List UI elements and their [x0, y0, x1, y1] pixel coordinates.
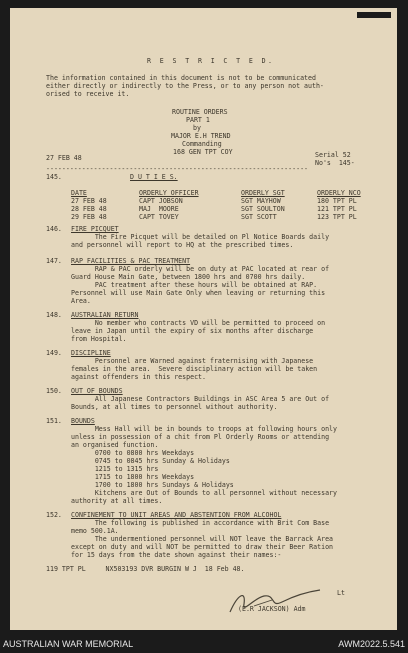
section-150-line-1: All Japanese Contractors Buildings in ASC Area 5 are Out of: [71, 395, 330, 403]
duties-title: D U T I E S.: [130, 173, 178, 181]
restricted-heading: R E S T R I C T E D.: [147, 57, 275, 65]
intro-line-2: either directly or indirectly to the Press, or to any person not auth-: [46, 82, 324, 90]
section-150-title: OUT OF BOUNDS: [71, 387, 123, 395]
routine-by: by: [193, 124, 201, 132]
archive-footer: [0, 636, 408, 653]
duties-row-1-sgt: SGT MAYHOW: [241, 197, 281, 205]
section-148-line-1: No member who contracts VD will be permitted to proceed on: [71, 319, 326, 327]
duties-header-nco: ORDERLY NCO: [317, 189, 361, 197]
duties-row-2-sgt: SGT SOULTON: [241, 205, 285, 213]
order-numbers: No's 145-: [315, 159, 355, 167]
duties-row-2-officer: MAJ MOORE: [139, 205, 179, 213]
section-151-title: BOUNDS: [71, 417, 95, 425]
section-146-title: FIRE PICQUET: [71, 225, 119, 233]
section-146-number: 146.: [46, 225, 62, 233]
signature-name: (E.R JACKSON) Adm: [238, 605, 306, 613]
duties-row-3-officer: CAPT TOVEY: [139, 213, 179, 221]
section-148-line-3: from Hospital.: [71, 335, 127, 343]
section-149-number: 149.: [46, 349, 62, 357]
duties-row-2-date: 28 FEB 48: [71, 205, 107, 213]
routine-unit: 168 GEN TPT COY: [173, 148, 233, 156]
section-151-line-3: an organised function.: [71, 441, 159, 449]
document-page: [10, 8, 397, 630]
section-149-title: DISCIPLINE: [71, 349, 111, 357]
section-147-title: RAP FACILITIES & PAC TREATMENT: [71, 257, 191, 265]
section-149-line-1: Personnel are Warned against fraternising with Japanese: [71, 357, 314, 365]
corner-mark: [357, 12, 391, 18]
section-150-number: 150.: [46, 387, 62, 395]
section-151-number: 151.: [46, 417, 62, 425]
section-151-line-8: 1700 to 1800 hrs Sundays & Holidays: [71, 481, 234, 489]
footer-institution: AUSTRALIAN WAR MEMORIAL: [3, 639, 134, 649]
duties-header-sgt: ORDERLY SGT: [241, 189, 285, 197]
section-147-line-4: Personnel will use Main Gate Only when leaving or returning this: [71, 289, 326, 297]
section-152-line-4: except on duty and will NOT be permitted to draw their Beer Ration: [71, 543, 334, 551]
duties-row-3-nco: 123 TPT PL: [317, 213, 357, 221]
intro-line-3: orised to receive it.: [46, 90, 130, 98]
section-148-title: AUSTRALIAN RETURN: [71, 311, 139, 319]
section-152-line-2: memo 500.1A.: [71, 527, 119, 535]
routine-orders: ROUTINE ORDERS: [172, 108, 228, 116]
signature-rank: Lt: [337, 589, 345, 597]
duties-header-date: DATE: [71, 189, 87, 197]
duties-header-officer: ORDERLY OFFICER: [139, 189, 199, 197]
section-152-line-3: The undermentioned personnel will NOT leave the Barrack Area: [71, 535, 334, 543]
duties-row-1-nco: 180 TPT PL: [317, 197, 357, 205]
intro-line-1: The information contained in this document is not to be communicated: [46, 74, 316, 82]
duties-row-3-sgt: SGT SCOTT: [241, 213, 277, 221]
section-147-line-2: Guard House Main Gate, between 1800 hrs and 0700 hrs daily.: [71, 273, 306, 281]
section-148-number: 148.: [46, 311, 62, 319]
duties-row-1-date: 27 FEB 48: [71, 197, 107, 205]
section-152-line-1: The following is published in accordance with Brit Com Base: [71, 519, 330, 527]
section-152-title: CONFINEMENT TO UNIT AREAS AND ABSTENTION FROM ALCOHOL: [71, 511, 282, 519]
section-151-line-5: 0745 to 0845 hrs Sunday & Holidays: [71, 457, 230, 465]
duties-row-3-date: 29 FEB 48: [71, 213, 107, 221]
section-149-line-2: females in the area. Severe disciplinary action will be taken: [71, 365, 318, 373]
duties-row-2-nco: 121 TPT PL: [317, 205, 357, 213]
section-151-line-2: unless in possession of a chit from Pl Orderly Rooms or attending: [71, 433, 330, 441]
section-152-entry: 119 TPT PL NX503193 DVR BURGIN W J 18 Feb 48.: [46, 565, 245, 573]
section-150-line-2: Bounds, at all times to personnel without authority.: [71, 403, 278, 411]
section-146-line-1: The Fire Picquet will be detailed on Pl Notice Boards daily: [71, 233, 330, 241]
routine-major: MAJOR E.H TREND: [171, 132, 231, 140]
serial-number: Serial 52: [315, 151, 351, 159]
order-date: 27 FEB 48: [46, 154, 82, 162]
section-145-number: 145.: [46, 173, 62, 181]
section-147-number: 147.: [46, 257, 62, 265]
section-147-line-3: PAC treatment after these hours will be obtained at RAP.: [71, 281, 318, 289]
section-151-line-9: Kitchens are Out of Bounds to all personnel without necessary: [71, 489, 337, 497]
section-152-number: 152.: [46, 511, 62, 519]
section-151-line-1: Mess Hall will be in bounds to troops at following hours only: [71, 425, 337, 433]
section-151-line-4: 0700 to 0800 hrs Weekdays: [71, 449, 195, 457]
routine-part: PART 1: [186, 116, 210, 124]
section-147-line-5: Area.: [71, 297, 91, 305]
section-149-line-3: against offenders in this respect.: [71, 373, 206, 381]
routine-commanding: Commanding: [182, 140, 222, 148]
duties-row-1-officer: CAPT JOBSON: [139, 197, 183, 205]
section-151-line-10: authority at all times.: [71, 497, 163, 505]
section-151-line-7: 1715 to 1800 hrs Weekdays: [71, 473, 195, 481]
section-152-line-5: for 15 days from the date shown against their names:-: [71, 551, 282, 559]
footer-accession: AWM2022.5.541: [338, 639, 405, 649]
section-151-line-6: 1215 to 1315 hrs: [71, 465, 159, 473]
separator-line: ------------------------------------------------------------------: [46, 165, 309, 173]
section-148-line-2: leave in Japan until the expiry of six months after discharge: [71, 327, 314, 335]
section-146-line-2: and personnel will report to HQ at the prescribed times.: [71, 241, 294, 249]
section-147-line-1: RAP & PAC orderly will be on duty at PAC located at rear of: [71, 265, 330, 273]
